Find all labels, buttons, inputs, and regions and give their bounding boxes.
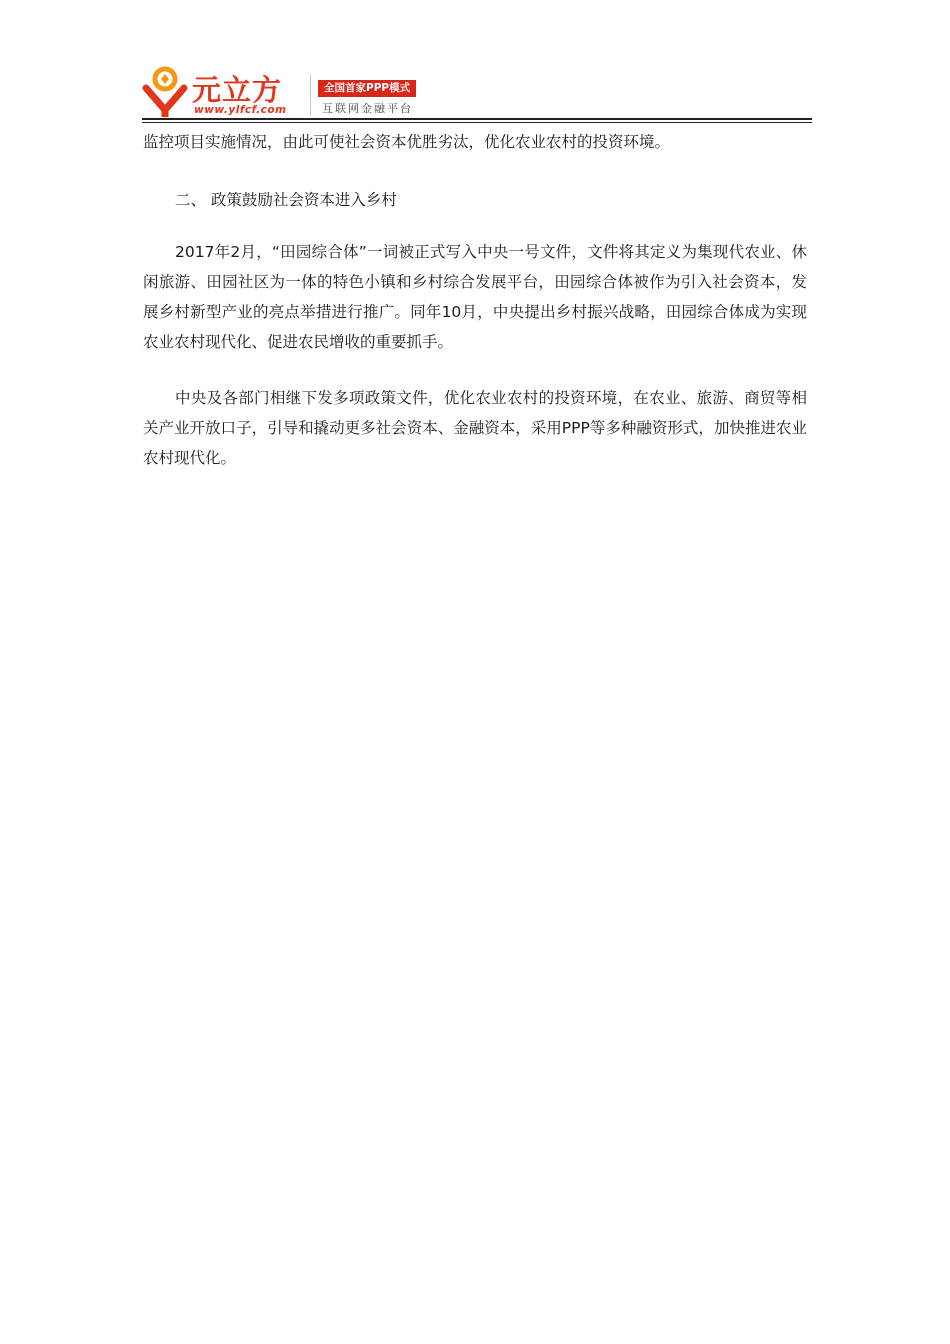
header-rule-thick (142, 118, 812, 120)
paragraph-continuation: 监控项目实施情况，由此可使社会资本优胜劣汰，优化农业农村的投资环境。 (143, 133, 671, 151)
header-divider (310, 74, 311, 116)
tagline-subtitle: 互联网金融平台 (322, 102, 413, 115)
brand-url: www.ylfcf.com (194, 104, 287, 116)
section-heading: 二、 政策鼓励社会资本进入乡村 (175, 191, 397, 209)
paragraph: 中央及各部门相继下发多项政策文件，优化农业农村的投资环境，在农业、旅游、商贸等相关产业开放口子，引导和撬动更多社会资本、金融资本，采用PPP等多种融资形式，加快推进农业农村现代化。 (143, 389, 807, 467)
header-rule-thin (142, 122, 812, 123)
brand-name: 元立方 (192, 73, 283, 107)
tagline-badge: 全国首家PPP模式 (318, 80, 416, 97)
ylfcf-logo-icon (142, 66, 188, 118)
document-body (143, 127, 807, 473)
page-header (142, 62, 812, 124)
paragraph: 2017年2月，“田园综合体”一词被正式写入中央一号文件，文件将其定义为集现代农业、休闲旅游、田园社区为一体的特色小镇和乡村综合发展平台，田园综合体被作为引入社会资本，发展乡村新型产业的亮点举措进行推广。同年10月，中央提出乡村振兴战略，田园综合体成为实现农业农村现代化、促进农民增收的重要抓手。 (143, 243, 807, 351)
